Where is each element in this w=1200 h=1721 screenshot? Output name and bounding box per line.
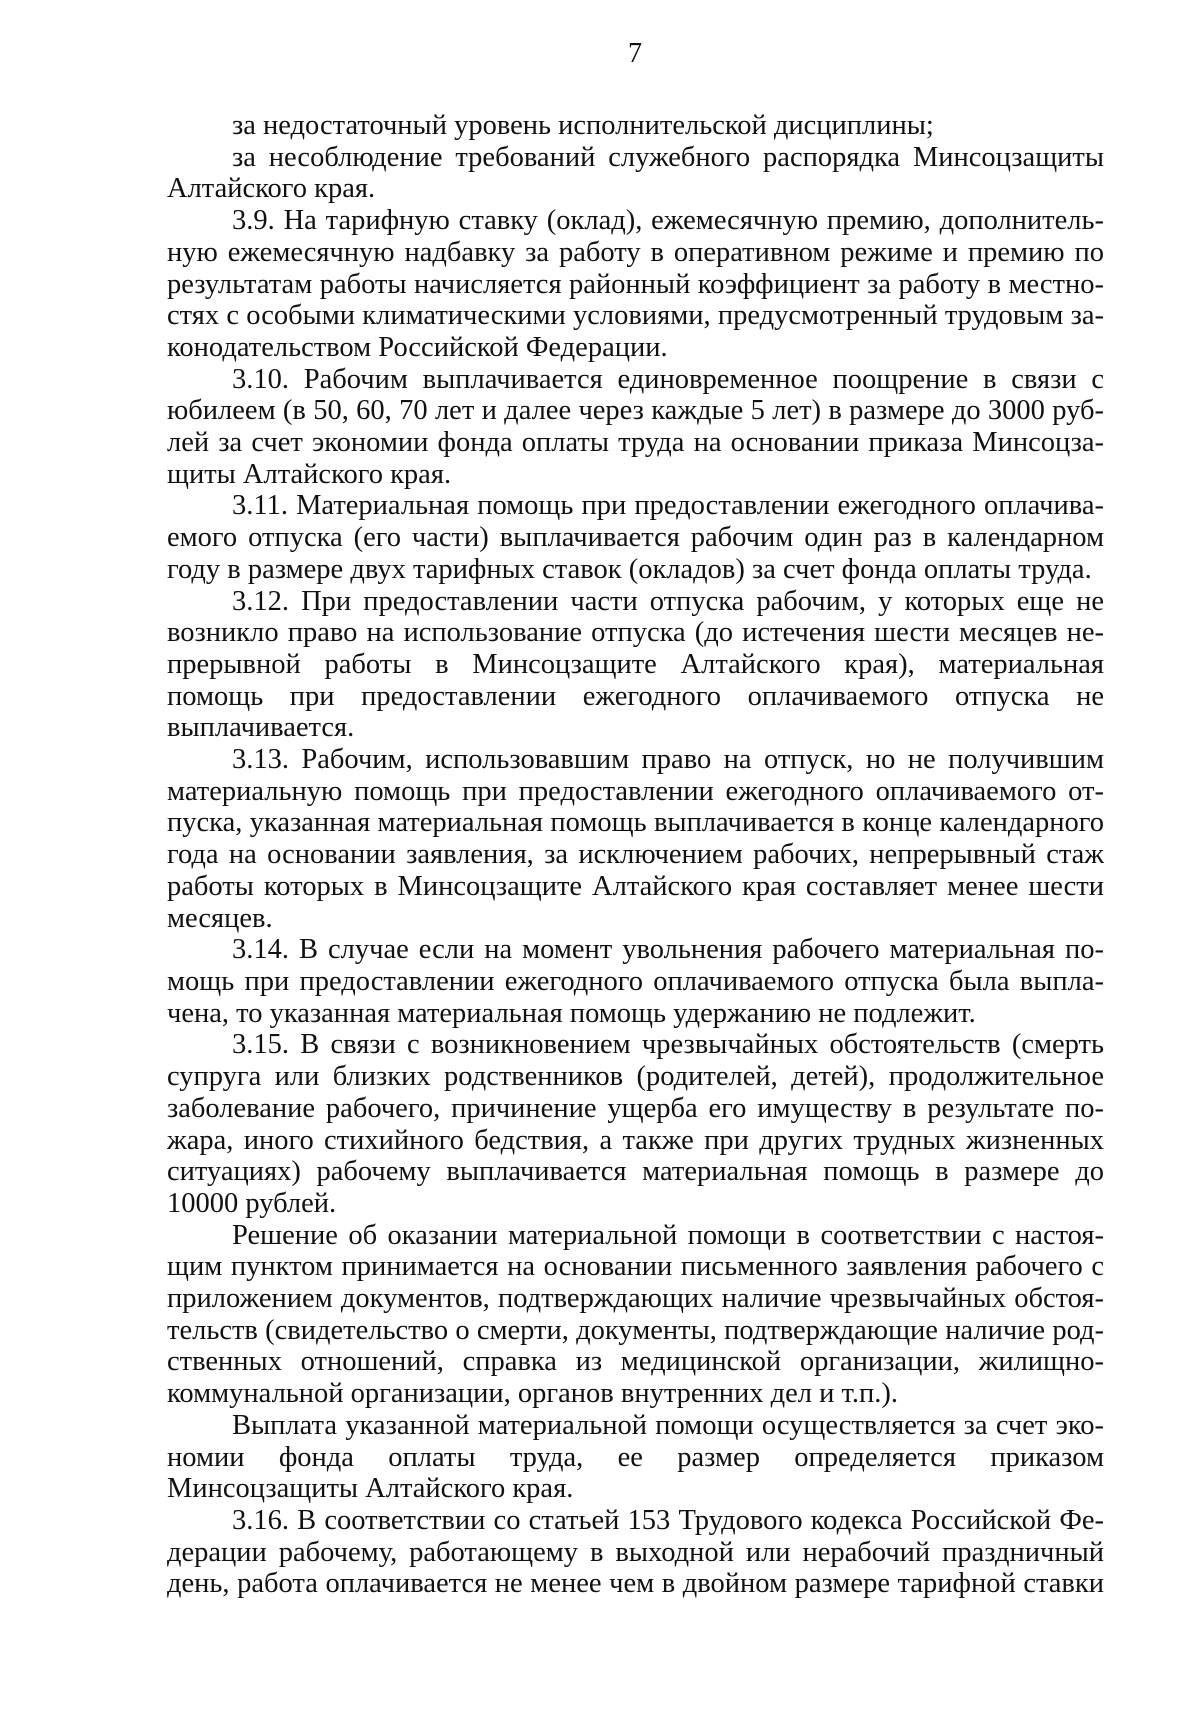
paragraph-3-13: 3.13. Рабочим, использовавшим право на отпуск, но не получившим материальную помощь при предоставлении ежегодного оплачиваемого отпуска, указанная материальная помощь выплачивается в конце календарного года на основании заявления, за исключением рабочих, непрерывный стаж работы которых в Минсоцзащите Алтайского края составляет менее шести месяцев.: [167, 744, 1104, 934]
paragraph-3-14: 3.14. В случае если на момент увольнения рабочего материальная помощь при предоставлении ежегодного оплачиваемого отпуска была выплачена, то указанная материальная помощь удержанию не подлежит.: [167, 934, 1104, 1029]
paragraph-3-10: 3.10. Рабочим выплачивается единовременное поощрение в связи с юбилеем (в 50, 60, 70 лет и далее через каждые 5 лет) в размере до 3000 рублей за счет экономии фонда оплаты труда на основании приказа Минсоцзащиты Алтайского края.: [167, 363, 1104, 490]
paragraph-discipline: за недостаточный уровень исполнительской дисциплины;: [232, 110, 934, 141]
paragraph-decision: Решение об оказании материальной помощи в соответствии с настоящим пунктом принимается на основании письменного заявления рабочего с приложением документов, подтверждающих наличие чрезвычайных обстоятельств (свидетельство о смерти, документы, подтверждающие наличие родственных отношений, справка из медицинской организации, жилищно-коммунальной организации, органов внутренних дел и т.п.).: [167, 1219, 1104, 1410]
paragraph-payment: Выплата указанной материальной помощи осуществляется за счет экономии фонда оплаты труда, ее размер определяется приказом Минсоцзащиты Алтайского края.: [167, 1409, 1104, 1505]
paragraph-3-9: 3.9. На тарифную ставку (оклад), ежемесячную премию, дополнительную ежемесячную надбавку за работу в оперативном режиме и премию по результатам работы начисляется районный коэффициент за работу в местностях с особыми климатическими условиями, предусмотренный трудовым законодательством Российской Федерации.: [167, 205, 1104, 363]
page-number: 7: [628, 38, 642, 69]
paragraph-3-12: 3.12. При предоставлении части отпуска рабочим, у которых еще не возникло право на использование отпуска (до истечения шести месяцев непрерывной работы в Минсоцзащите Алтайского края), материальная помощь при предоставлении ежегодного оплачиваемого отпуска не выплачивается.: [167, 585, 1104, 744]
paragraph-3-11: 3.11. Материальная помощь при предоставлении ежегодного оплачиваемого отпуска (его части) выплачивается рабочим один раз в календарном году в размере двух тарифных ставок (окладов) за счет фонда оплаты труда.: [167, 490, 1104, 585]
paragraph-service-rules: за несоблюдение требований служебного распорядка Минсоцзащиты Алтайского края.: [167, 141, 1104, 205]
paragraph-3-16: 3.16. В соответствии со статьей 153 Трудового кодекса Российской Федерации рабочему, работающему в выходной или нерабочий праздничный день, работа оплачивается не менее чем в двойном размере тарифной ставки: [167, 1504, 1104, 1600]
document-body: [167, 110, 1104, 1600]
paragraph-3-15: 3.15. В связи с возникновением чрезвычайных обстоятельств (смерть супруга или близких родственников (родителей, детей), продолжительное заболевание рабочего, причинение ущерба его имуществу в результате пожара, иного стихийного бедствия, а также при других трудных жизненных ситуациях) рабочему выплачивается материальная помощь в размере до 10000 рублей.: [167, 1029, 1104, 1219]
